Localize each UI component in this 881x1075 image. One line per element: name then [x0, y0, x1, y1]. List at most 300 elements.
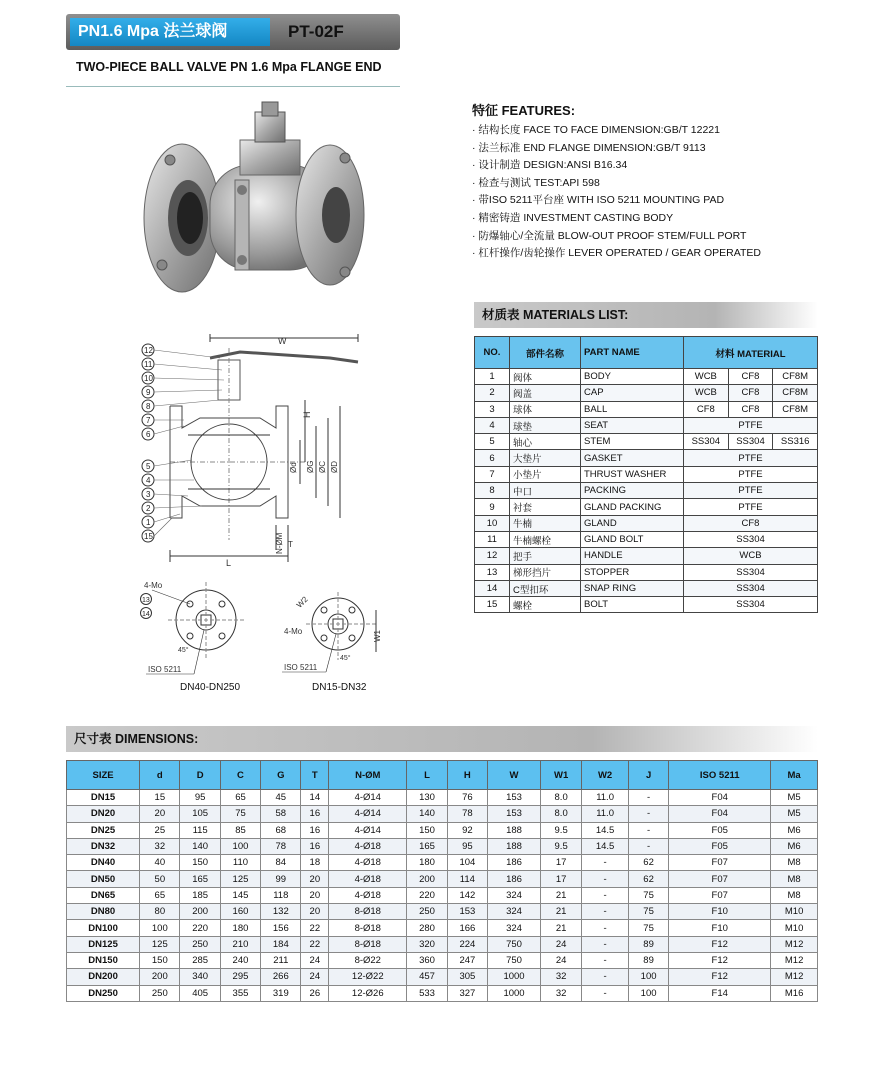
dim-cell: DN125 [67, 936, 140, 952]
dim-cell: 324 [488, 887, 541, 903]
dim-cell: 58 [261, 806, 301, 822]
dim-cell: 40 [140, 855, 180, 871]
svg-text:3: 3 [146, 490, 151, 499]
dim-row [67, 952, 818, 968]
material-no: 5 [475, 434, 510, 450]
material-no: 1 [475, 369, 510, 385]
dim-cell: F04 [669, 790, 771, 806]
dim-row [67, 806, 818, 822]
svg-text:1: 1 [146, 518, 151, 527]
dim-od: ØD [330, 461, 339, 473]
dim-cell: F07 [669, 887, 771, 903]
dim-row [67, 855, 818, 871]
title-banner [66, 14, 400, 50]
callout-9 [142, 386, 154, 398]
material-value: SS304 [728, 434, 773, 450]
dim-cell: 4-Ø18 [329, 855, 407, 871]
dim-cell: F12 [669, 969, 771, 985]
dim-d: Ød [289, 462, 298, 473]
model-code: PT-02F [288, 22, 344, 41]
material-part-cn: 球体 [510, 401, 581, 417]
dim-cell: 166 [447, 920, 487, 936]
material-row [475, 580, 818, 596]
dim-cell: 150 [140, 952, 180, 968]
dim-header: G [261, 761, 301, 790]
material-value: WCB [684, 385, 729, 401]
material-part-en: STEM [581, 434, 684, 450]
dim-row [67, 871, 818, 887]
feature-item: · 检查与测试 TEST:API 598 [472, 175, 761, 193]
dim-cell: F05 [669, 838, 771, 854]
dim-cell: M12 [771, 936, 818, 952]
dim-cell: DN50 [67, 871, 140, 887]
material-part-en: GLAND PACKING [581, 499, 684, 515]
dim-row [67, 920, 818, 936]
dim-cell: F14 [669, 985, 771, 1001]
dim-cell: 220 [180, 920, 220, 936]
dim-cell: 4-Ø18 [329, 871, 407, 887]
material-part-en: BODY [581, 369, 684, 385]
dim-cell: 4-Ø14 [329, 806, 407, 822]
material-value: SS316 [773, 434, 818, 450]
material-value: PTFE [684, 466, 818, 482]
dim-cell: 12-Ø22 [329, 969, 407, 985]
valve-photo [140, 100, 365, 305]
material-no: 10 [475, 515, 510, 531]
tag-4mo-small: 4-Mo [284, 627, 303, 636]
callout-14 [141, 608, 152, 619]
dim-cell: 21 [541, 920, 582, 936]
material-value: CF8M [773, 369, 818, 385]
dim-cell: 405 [180, 985, 220, 1001]
material-row [475, 385, 818, 401]
dim-cell: 100 [628, 969, 668, 985]
svg-text:11: 11 [144, 360, 153, 369]
dim-cell: 188 [488, 822, 541, 838]
dim-cell: 84 [261, 855, 301, 871]
dim-cell: - [628, 822, 668, 838]
dim-cell: 211 [261, 952, 301, 968]
dim-cell: 327 [447, 985, 487, 1001]
callout-1 [142, 516, 154, 528]
svg-text:13: 13 [142, 597, 150, 604]
dim-cell: F07 [669, 871, 771, 887]
dim-cell: 186 [488, 855, 541, 871]
dim-cell: 92 [447, 822, 487, 838]
dim-cell: F07 [669, 855, 771, 871]
dim-w1: W1 [373, 630, 382, 642]
dim-cell: DN65 [67, 887, 140, 903]
feature-item: · 设计制造 DESIGN:ANSI B16.34 [472, 157, 761, 175]
dim-cell: - [628, 790, 668, 806]
col-part-en: PART NAME [581, 337, 684, 369]
material-value: SS304 [684, 434, 729, 450]
callout-12 [142, 344, 154, 356]
feature-item: · 防爆轴心/全流量 BLOW-OUT PROOF STEM/FULL PORT [472, 228, 761, 246]
view1-caption: DN40-DN250 [180, 682, 241, 693]
dim-cell: 200 [407, 871, 447, 887]
material-part-en: GLAND BOLT [581, 531, 684, 547]
material-row [475, 548, 818, 564]
dim-row [67, 969, 818, 985]
callout-7 [142, 414, 154, 426]
dim-cell: 140 [407, 806, 447, 822]
material-value: WCB [684, 548, 818, 564]
material-part-cn: 轴心 [510, 434, 581, 450]
dim-cell: 142 [447, 887, 487, 903]
callout-10 [142, 372, 154, 384]
dim-cell: - [582, 969, 629, 985]
dim-c: ØC [318, 461, 327, 473]
dim-cell: 4-Ø14 [329, 822, 407, 838]
material-no: 14 [475, 580, 510, 596]
dim-header: L [407, 761, 447, 790]
dim-cell: 185 [180, 887, 220, 903]
material-no: 7 [475, 466, 510, 482]
material-value: CF8M [773, 385, 818, 401]
dimensions-table [66, 760, 818, 1002]
dim-cell: 250 [140, 985, 180, 1001]
dim-cell: 24 [541, 936, 582, 952]
dim-cell: 160 [220, 904, 260, 920]
dim-cell: 14 [301, 790, 329, 806]
dim-cell: 4-Ø18 [329, 838, 407, 854]
material-part-cn: 衬套 [510, 499, 581, 515]
dim-cell: 45 [261, 790, 301, 806]
dim-cell: 100 [628, 985, 668, 1001]
dim-cell: - [582, 887, 629, 903]
material-row [475, 434, 818, 450]
dim-cell: 200 [140, 969, 180, 985]
dim-cell: 24 [541, 952, 582, 968]
dim-header: W [488, 761, 541, 790]
dim-cell: 9.5 [541, 838, 582, 854]
dim-row [67, 985, 818, 1001]
material-part-en: SEAT [581, 417, 684, 433]
material-part-en: SNAP RING [581, 580, 684, 596]
dim-cell: DN80 [67, 904, 140, 920]
dim-cell: 360 [407, 952, 447, 968]
material-part-cn: 小垫片 [510, 466, 581, 482]
dim-cell: 89 [628, 952, 668, 968]
dim-cell: 50 [140, 871, 180, 887]
dim-cell: 140 [180, 838, 220, 854]
dim-cell: 153 [488, 806, 541, 822]
material-part-cn: C型扣环 [510, 580, 581, 596]
dim-cell: 319 [261, 985, 301, 1001]
material-value: CF8 [728, 401, 773, 417]
iso-label: ISO 5211 [148, 665, 182, 674]
material-part-en: HANDLE [581, 548, 684, 564]
dim-cell: M6 [771, 838, 818, 854]
dim-nm: N-ØM [275, 532, 284, 554]
dim-cell: - [582, 985, 629, 1001]
dim-cell: 150 [180, 855, 220, 871]
dim-cell: 295 [220, 969, 260, 985]
dim-cell: M8 [771, 887, 818, 903]
dim-cell: 100 [220, 838, 260, 854]
material-part-en: BOLT [581, 597, 684, 613]
dim-cell: M10 [771, 904, 818, 920]
feature-item: · 法兰标准 END FLANGE DIMENSION:GB/T 9113 [472, 140, 761, 158]
material-row [475, 564, 818, 580]
features-title: 特征 FEATURES: [472, 103, 576, 118]
view2-caption: DN15-DN32 [312, 682, 367, 693]
dim-cell: DN20 [67, 806, 140, 822]
material-row [475, 531, 818, 547]
material-row [475, 401, 818, 417]
material-no: 4 [475, 417, 510, 433]
col-material: 材料 MATERIAL [684, 337, 818, 369]
angle-45: 45° [178, 647, 189, 654]
dim-cell: - [582, 855, 629, 871]
dim-cell: 32 [140, 838, 180, 854]
material-no: 2 [475, 385, 510, 401]
dim-g: ØG [306, 460, 315, 473]
dim-cell: - [582, 936, 629, 952]
dim-cell: 65 [220, 790, 260, 806]
material-value: SS304 [684, 531, 818, 547]
material-no: 3 [475, 401, 510, 417]
dim-cell: 125 [220, 871, 260, 887]
iso-label-small: ISO 5211 [284, 663, 318, 672]
dim-cell: 62 [628, 871, 668, 887]
top-view-small [280, 580, 390, 680]
dim-row [67, 822, 818, 838]
dim-cell: 115 [180, 822, 220, 838]
dim-h: H [302, 411, 312, 418]
dim-cell: 320 [407, 936, 447, 952]
feature-item: · 带ISO 5211平台座 WITH ISO 5211 MOUNTING PAD [472, 192, 761, 210]
dim-header: d [140, 761, 180, 790]
dim-cell: M8 [771, 871, 818, 887]
dim-cell: F10 [669, 920, 771, 936]
dim-cell: 145 [220, 887, 260, 903]
dim-cell: 200 [180, 904, 220, 920]
svg-text:9: 9 [146, 388, 151, 397]
material-row [475, 597, 818, 613]
dim-header: C [220, 761, 260, 790]
dim-cell: 8.0 [541, 806, 582, 822]
svg-text:2: 2 [146, 504, 151, 513]
col-no: NO. [475, 337, 510, 369]
dim-cell: M10 [771, 920, 818, 936]
dim-cell: 95 [447, 838, 487, 854]
callout-11 [142, 358, 154, 370]
dim-l: L [226, 558, 232, 568]
material-part-cn: 阀盖 [510, 385, 581, 401]
dim-header: H [447, 761, 487, 790]
material-part-cn: 大垫片 [510, 450, 581, 466]
dim-cell: 8-Ø18 [329, 936, 407, 952]
dim-cell: 62 [628, 855, 668, 871]
callout-8 [142, 400, 154, 412]
dim-cell: 130 [407, 790, 447, 806]
dim-cell: 210 [220, 936, 260, 952]
material-part-cn: 牛楠 [510, 515, 581, 531]
dim-cell: 20 [301, 887, 329, 903]
dim-cell: 8-Ø18 [329, 904, 407, 920]
dim-cell: 4-Ø18 [329, 887, 407, 903]
dim-cell: 68 [261, 822, 301, 838]
dim-cell: 100 [140, 920, 180, 936]
dim-cell: DN100 [67, 920, 140, 936]
svg-text:12: 12 [144, 346, 153, 355]
dim-cell: 32 [541, 969, 582, 985]
feature-item: · 杠杆操作/齿轮操作 LEVER OPERATED / GEAR OPERATED [472, 245, 761, 263]
svg-text:14: 14 [142, 611, 150, 618]
material-row [475, 369, 818, 385]
dim-cell: 11.0 [582, 806, 629, 822]
dim-cell: 533 [407, 985, 447, 1001]
dim-cell: 16 [301, 822, 329, 838]
dim-cell: - [582, 952, 629, 968]
dim-cell: - [582, 871, 629, 887]
svg-text:10: 10 [144, 374, 153, 383]
dim-cell: 125 [140, 936, 180, 952]
dim-cell: DN40 [67, 855, 140, 871]
dim-cell: DN15 [67, 790, 140, 806]
dim-row [67, 790, 818, 806]
model-title: PN1.6 Mpa 法兰球阀 [70, 18, 270, 46]
callout-6 [142, 428, 154, 440]
material-value: CF8M [773, 401, 818, 417]
dim-cell: 153 [488, 790, 541, 806]
material-no: 6 [475, 450, 510, 466]
dim-cell: - [628, 806, 668, 822]
dim-cell: 250 [180, 936, 220, 952]
dim-cell: F10 [669, 904, 771, 920]
dim-cell: 165 [180, 871, 220, 887]
material-part-cn: 牛楠螺栓 [510, 531, 581, 547]
material-part-en: GASKET [581, 450, 684, 466]
dim-cell: 250 [407, 904, 447, 920]
dim-cell: 324 [488, 904, 541, 920]
dim-cell: 20 [301, 871, 329, 887]
dim-w: W [278, 336, 287, 346]
callout-5 [142, 460, 154, 472]
dim-cell: DN250 [67, 985, 140, 1001]
dim-cell: 26 [301, 985, 329, 1001]
dim-t: T [288, 540, 293, 549]
dim-cell: F12 [669, 936, 771, 952]
callout-3 [142, 488, 154, 500]
col-part-cn: 部件名称 [510, 337, 581, 369]
material-no: 11 [475, 531, 510, 547]
dim-cell: DN25 [67, 822, 140, 838]
callout-15 [142, 530, 154, 542]
dim-cell: 247 [447, 952, 487, 968]
dim-cell: M5 [771, 806, 818, 822]
dimensions-title: 尺寸表 DIMENSIONS: [66, 726, 818, 752]
dim-cell: 22 [301, 920, 329, 936]
top-view-large [138, 572, 258, 680]
dim-cell: 9.5 [541, 822, 582, 838]
dim-cell: DN32 [67, 838, 140, 854]
material-no: 13 [475, 564, 510, 580]
dim-cell: 4-Ø14 [329, 790, 407, 806]
dim-cell: - [628, 838, 668, 854]
material-part-en: PACKING [581, 483, 684, 499]
material-row [475, 450, 818, 466]
dim-cell: 105 [180, 806, 220, 822]
dim-cell: 104 [447, 855, 487, 871]
dim-cell: 17 [541, 871, 582, 887]
dim-cell: 240 [220, 952, 260, 968]
dim-cell: 15 [140, 790, 180, 806]
dim-cell: - [582, 920, 629, 936]
material-row [475, 515, 818, 531]
materials-title: 材质表 MATERIALS LIST: [474, 302, 818, 328]
dim-cell: DN150 [67, 952, 140, 968]
material-part-en: STOPPER [581, 564, 684, 580]
dim-cell: 75 [220, 806, 260, 822]
dim-cell: M16 [771, 985, 818, 1001]
dim-cell: 340 [180, 969, 220, 985]
material-value: CF8 [728, 369, 773, 385]
dim-cell: 457 [407, 969, 447, 985]
material-no: 8 [475, 483, 510, 499]
material-row [475, 417, 818, 433]
dim-cell: M12 [771, 952, 818, 968]
material-value: PTFE [684, 417, 818, 433]
dim-cell: 12-Ø26 [329, 985, 407, 1001]
dim-cell: 11.0 [582, 790, 629, 806]
tag-4mo: 4-Mo [144, 581, 163, 590]
material-row [475, 483, 818, 499]
dim-cell: 750 [488, 952, 541, 968]
dim-cell: 285 [180, 952, 220, 968]
dim-cell: 165 [407, 838, 447, 854]
material-value: PTFE [684, 450, 818, 466]
svg-text:8: 8 [146, 402, 151, 411]
dim-w2: W2 [294, 594, 310, 610]
dim-header: T [301, 761, 329, 790]
product-subtitle: TWO-PIECE BALL VALVE PN 1.6 Mpa FLANGE END [76, 60, 382, 74]
svg-text:5: 5 [146, 462, 151, 471]
dim-cell: 324 [488, 920, 541, 936]
dim-cell: M6 [771, 822, 818, 838]
dim-cell: 110 [220, 855, 260, 871]
dim-header: Ma [771, 761, 818, 790]
dim-cell: 184 [261, 936, 301, 952]
material-part-cn: 中口 [510, 483, 581, 499]
dim-cell: 266 [261, 969, 301, 985]
dim-cell: 180 [220, 920, 260, 936]
dim-header: W2 [582, 761, 629, 790]
dim-cell: 14.5 [582, 822, 629, 838]
dim-cell: 76 [447, 790, 487, 806]
dim-row [67, 936, 818, 952]
material-part-en: BALL [581, 401, 684, 417]
dim-cell: 78 [447, 806, 487, 822]
material-part-cn: 把手 [510, 548, 581, 564]
callout-4 [142, 474, 154, 486]
dim-cell: 24 [301, 969, 329, 985]
material-value: CF8 [684, 515, 818, 531]
dim-header: J [628, 761, 668, 790]
dim-cell: 186 [488, 871, 541, 887]
dim-cell: 1000 [488, 969, 541, 985]
material-value: PTFE [684, 483, 818, 499]
dim-cell: 8-Ø18 [329, 920, 407, 936]
dim-cell: 21 [541, 887, 582, 903]
dim-cell: M12 [771, 969, 818, 985]
dim-cell: 8.0 [541, 790, 582, 806]
dim-cell: 118 [261, 887, 301, 903]
dim-cell: DN200 [67, 969, 140, 985]
dim-cell: 21 [541, 904, 582, 920]
